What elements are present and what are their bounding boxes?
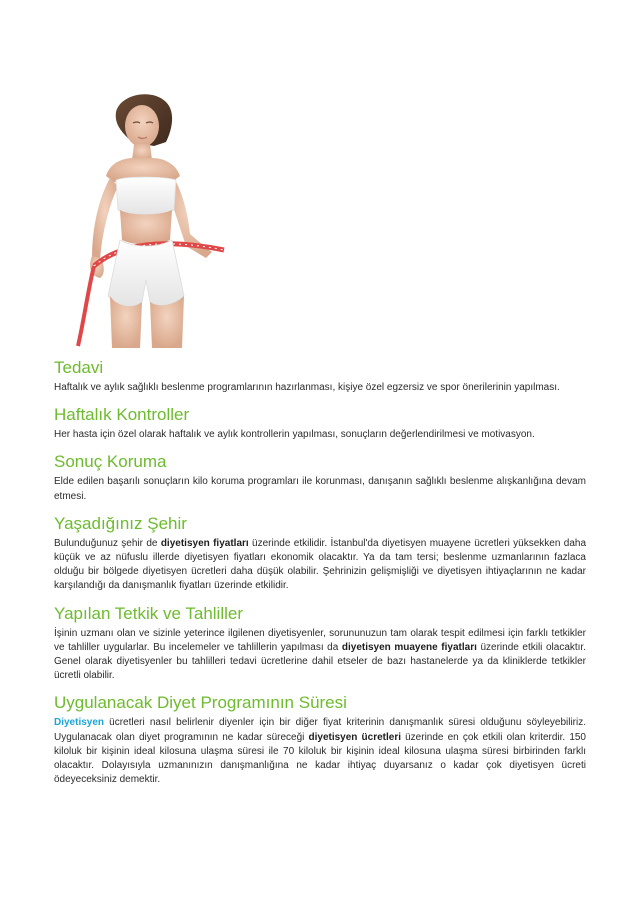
woman-measuring-waist-photo xyxy=(54,90,244,348)
section-heading: Uygulanacak Diyet Programının Süresi xyxy=(54,693,347,713)
section-haftalik-kontroller xyxy=(54,405,586,442)
section-diyet-programi-suresi xyxy=(54,693,586,787)
diyetisyen-link[interactable]: Diyetisyen xyxy=(54,717,105,729)
woman-measuring-waist-icon xyxy=(54,90,244,348)
text-run: İşinin uzmanı olan ve sizinle yeterince ilgilenen diyetisyenler, sorununuzun tam olarak tespit edilmesi için farklı tetkikler ve tahliller uygularlar. Bu incelemeler ve tahlillerin yapılması da xyxy=(54,627,586,653)
section-text: Her hasta için özel olarak haftalık ve aylık kontrollerin yapılması, sonuçların değerlendirilmesi ve motivasyon. xyxy=(54,429,535,441)
text-run: Bulunduğunuz şehir de xyxy=(54,537,161,549)
section-text xyxy=(54,716,586,787)
section-heading: Tedavi xyxy=(54,358,104,377)
section-text: Elde edilen başarılı sonuçların kilo koruma programları ile korunması, danışanın sağlıklı beslenme alışkanlığına devam etmesi. xyxy=(54,476,586,502)
section-yasadiginiz-sehir xyxy=(54,514,586,594)
section-heading: Haftalık Kontroller xyxy=(54,405,190,425)
bold-keyword: diyetisyen fiyatları xyxy=(160,537,249,549)
section-heading: Sonuç Koruma xyxy=(54,452,167,472)
text-run: üzerinde etkilidir. İstanbul'da diyetisyen muayene ücretleri yüksekken daha küçük ve az nüfuslu illerde diyetisyen fiyatları ekonomik olacaktır. Ya da tam tersi; beslenme uzmanlarının fazlaca olduğu bir bölgede diyetisyen ücretleri daha düşük olabilir. Şehrinizin gelişmişliği ve diyetisyen ihtiyaçlarının ne kadar karşılandığı da danışmanlık fiyatları üzerinde etkilidir. xyxy=(54,537,587,592)
text-run: üzerinde en çok etkili olan kriterdir. 150 kiloluk bir kişinin ideal kilosuna ulaşma süresi ile 70 kiloluk bir kişinin ideal kilosuna ulaşma süresi birbirinden farklı olacaktır. Dolayısıyla uzmanınızın danışmanlığına ne kadar ihtiyaç duyarsanız o kadar çok diyetisyen ücreti ödeyeceksiniz demektir. xyxy=(54,731,586,786)
text-run: ücretleri nasıl belirlenir diyenler için bir diğer fiyat kriterinin danışmanlık süresi olduğunu söyleyebiliriz. Uygulanacak olan diyet programının ne kadar süreceği xyxy=(54,717,586,743)
section-text: Haftalık ve aylık sağlıklı beslenme programlarının hazırlanması, kişiye özel egzersiz ve spor önerilerinin yapılması. xyxy=(54,382,560,393)
section-text xyxy=(54,627,586,684)
bold-keyword: diyetisyen ücretleri xyxy=(308,731,401,743)
section-tedavi xyxy=(54,358,586,395)
bold-keyword: diyetisyen muayene fiyatları xyxy=(341,641,477,653)
section-heading: Yaşadığınız Şehir xyxy=(54,513,187,533)
section-text xyxy=(54,537,586,594)
article-content xyxy=(54,358,586,797)
text-run: üzerinde etkili olacaktır. Genel olarak diyetisyenler bu tahlilleri tedavi ücretlerine dahil etseler de bazı hastanelerde ya da kliniklerde tetkikler ücretli olabilir. xyxy=(54,641,586,682)
section-heading: Yapılan Tetkik ve Tahliller xyxy=(54,603,243,623)
section-sonuc-koruma xyxy=(54,452,586,503)
section-tetkik-tahliller xyxy=(54,604,586,684)
